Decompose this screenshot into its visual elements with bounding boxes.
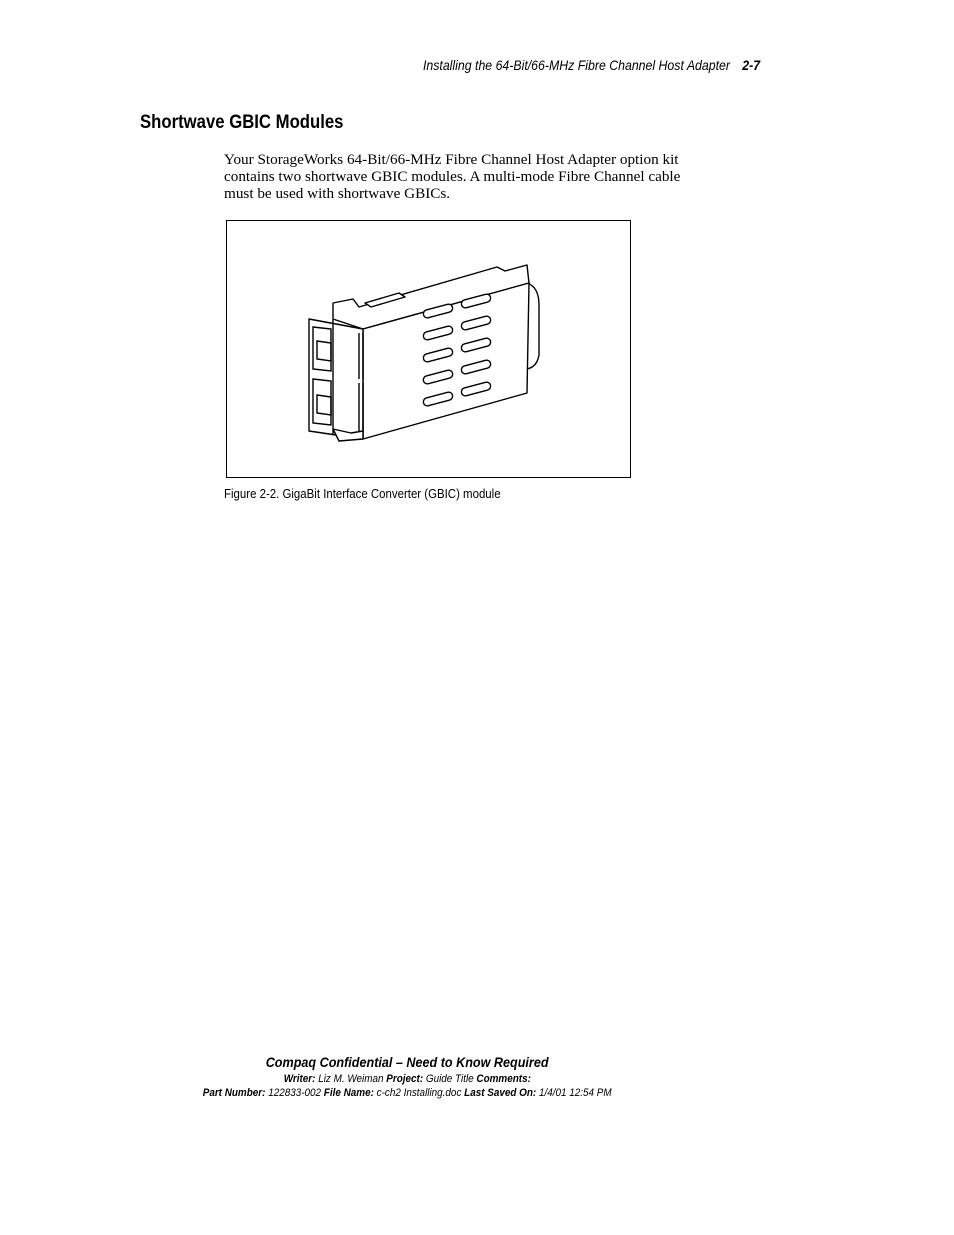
footer-part-number-label: Part Number: (202, 1087, 266, 1099)
footer-file-name: c-ch2 Installing.doc (376, 1087, 462, 1099)
footer-file-name-label: File Name: (323, 1087, 374, 1099)
footer-writer: Liz M. Weiman (317, 1073, 384, 1085)
footer-last-saved: 1/4/01 12:54 PM (538, 1087, 612, 1099)
footer-confidential: Compaq Confidential – Need to Know Required (265, 1054, 549, 1070)
footer-writer-line (0, 1073, 814, 1085)
figure-frame (226, 220, 631, 478)
footer-writer-label: Writer: (283, 1073, 316, 1085)
page-number: 2-7 (742, 57, 760, 73)
body-paragraph: Your StorageWorks 64-Bit/66-MHz Fibre Channel Host Adapter option kit contains two shortwave GBIC modules. A multi-mode Fibre Channel cable must be used with shortwave GBICs. (224, 151, 681, 202)
running-header (423, 57, 760, 73)
running-header-title: Installing the 64-Bit/66-MHz Fibre Channel Host Adapter (422, 57, 730, 73)
footer-comments-label: Comments: (476, 1073, 531, 1085)
footer-part-line (0, 1087, 814, 1099)
footer-project: Guide Title (425, 1073, 474, 1085)
gbic-module-illustration (227, 221, 632, 479)
section-heading: Shortwave GBIC Modules (140, 112, 344, 133)
footer-last-saved-label: Last Saved On: (463, 1087, 537, 1099)
footer-project-label: Project: (385, 1073, 423, 1085)
figure-caption: Figure 2-2. GigaBit Interface Converter (GBIC) module (224, 486, 501, 501)
footer-part-number: 122833-002 (268, 1087, 321, 1099)
